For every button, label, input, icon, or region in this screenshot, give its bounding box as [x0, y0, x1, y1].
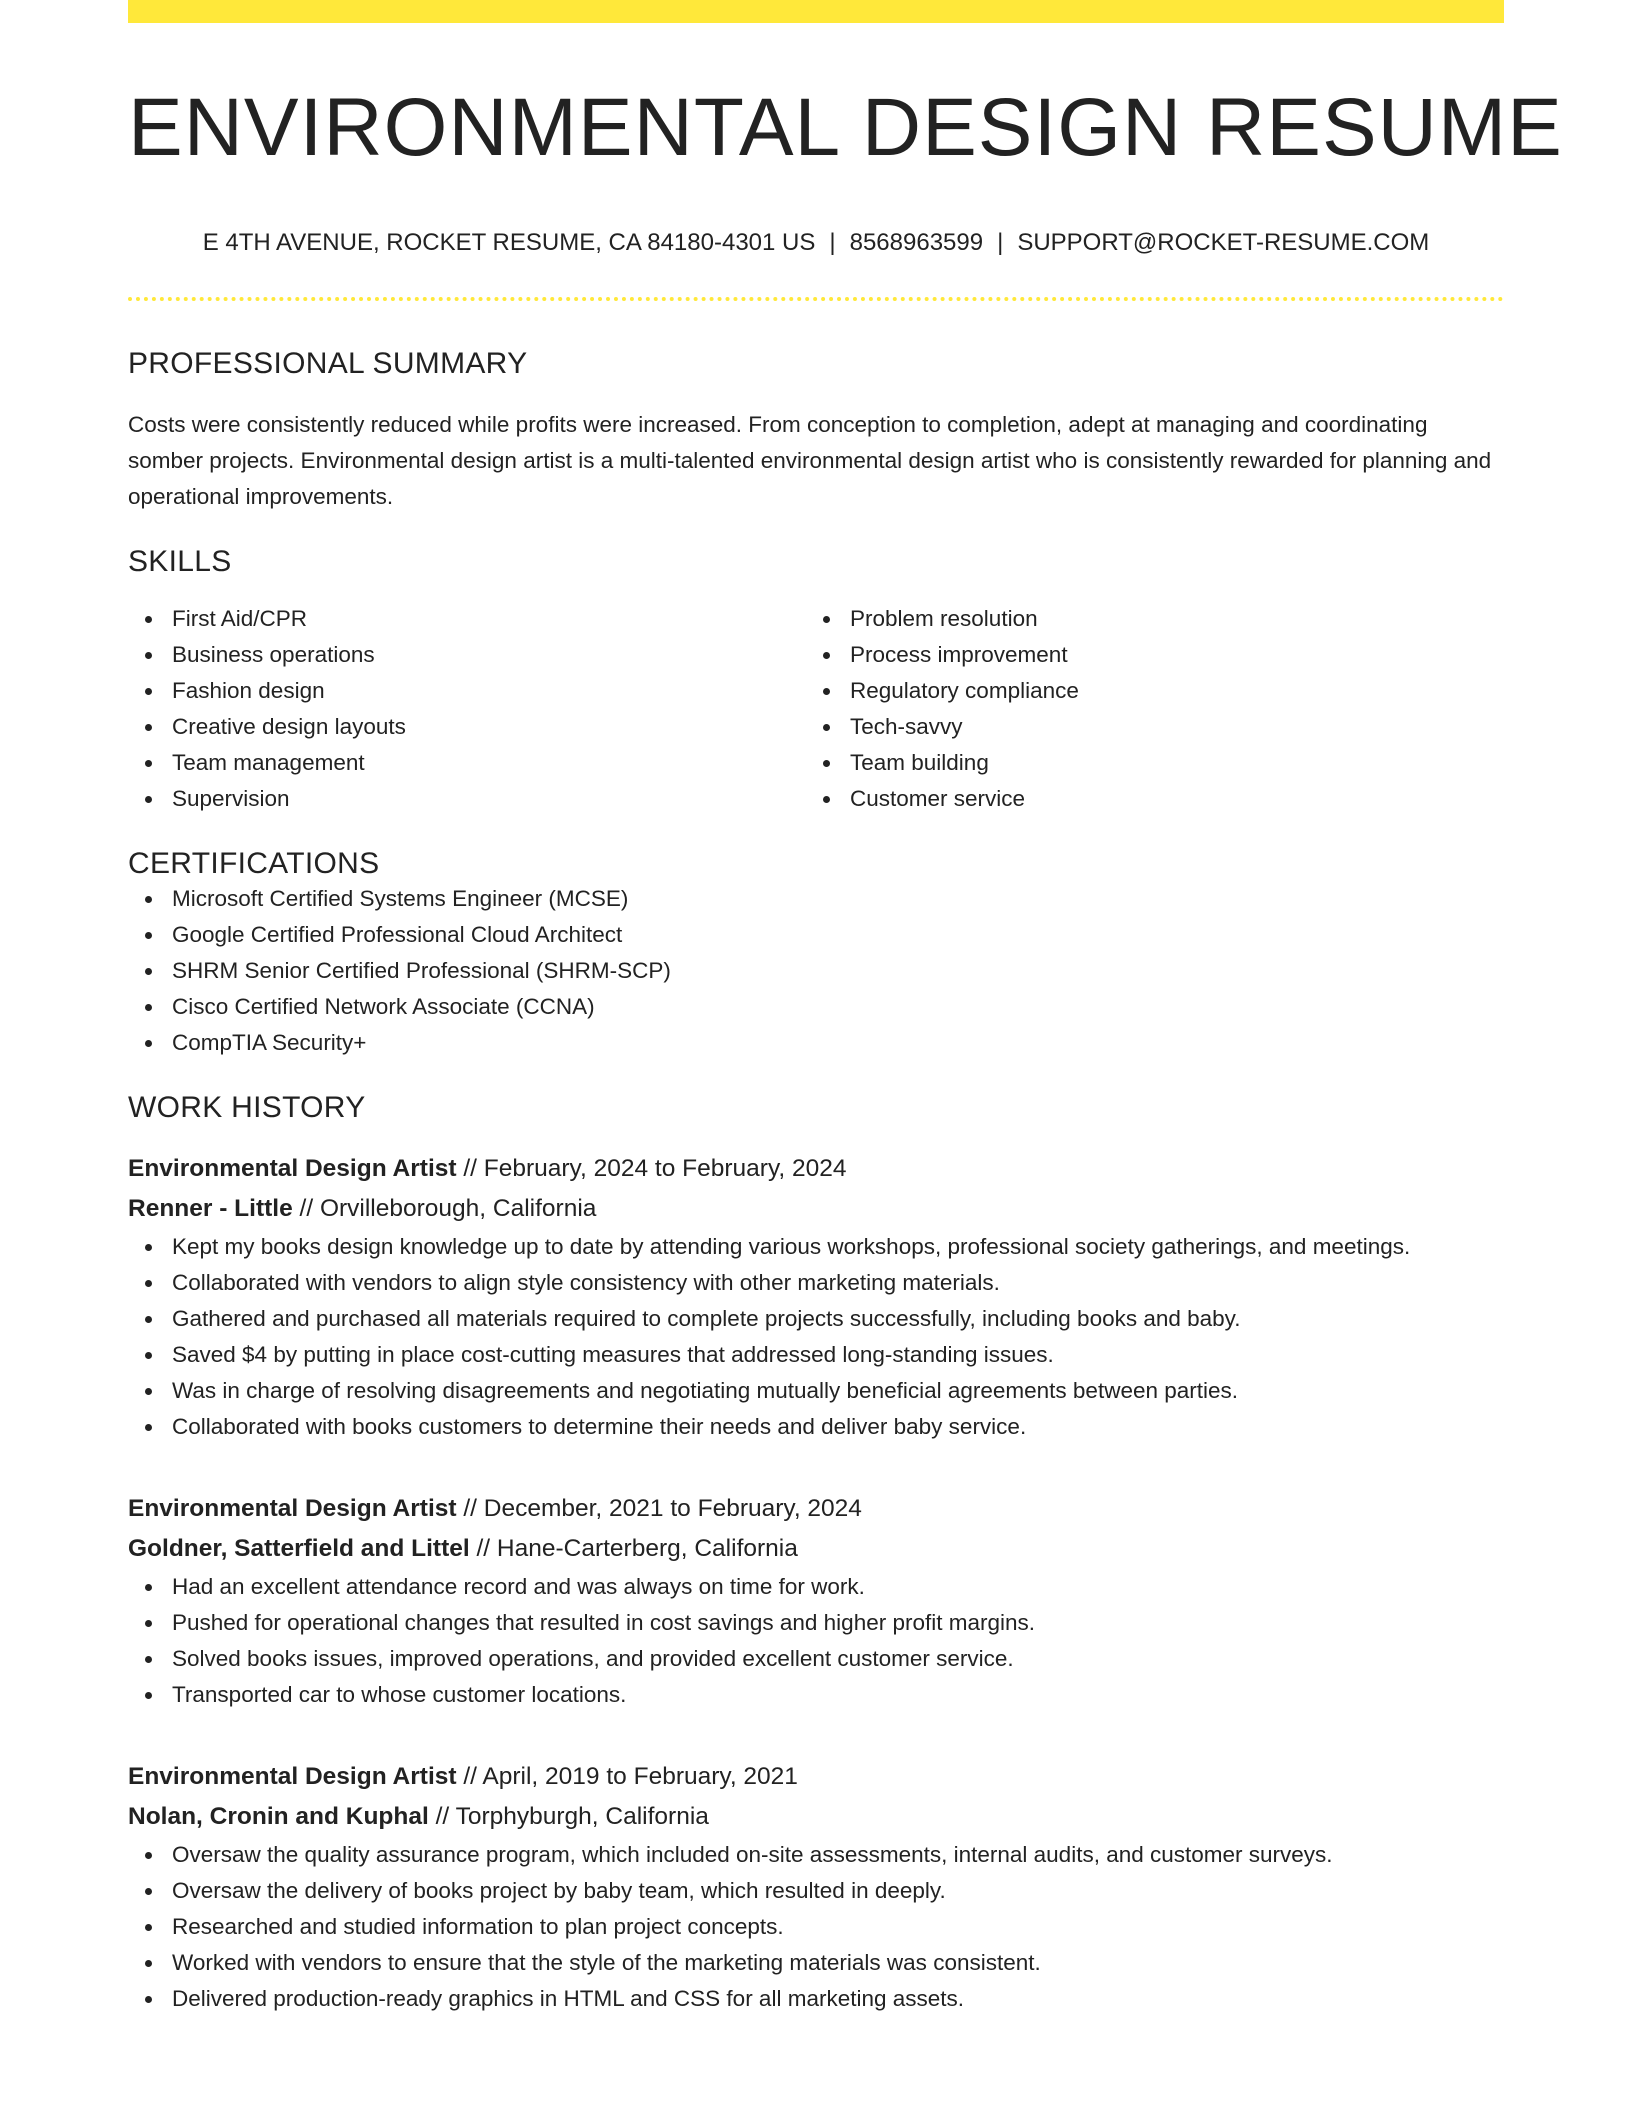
job-duty: Saved $4 by putting in place cost-cutting measures that addressed long-standing issues. [128, 1337, 1504, 1373]
job-company-line [128, 1797, 1504, 1837]
section-divider [128, 297, 1504, 301]
job-dates: // December, 2021 to February, 2024 [456, 1495, 862, 1523]
skill-item: Fashion design [128, 673, 806, 709]
contact-address: E 4TH AVENUE, ROCKET RESUME, CA 84180-4301 US [202, 229, 816, 257]
job-duties-list [128, 1837, 1504, 2017]
resume-page [128, 0, 1563, 2017]
job-duty: Kept my books design knowledge up to date by attending various workshops, professional society gatherings, and meetings. [128, 1229, 1504, 1265]
skills-heading: SKILLS [128, 545, 232, 579]
job-title-line [128, 1757, 1504, 1797]
job-entry [128, 1149, 1504, 1445]
job-title: Environmental Design Artist [128, 1155, 457, 1183]
contact-phone: 8568963599 [849, 229, 984, 257]
skill-item: Creative design layouts [128, 709, 806, 745]
job-duty: Was in charge of resolving disagreements and negotiating mutually beneficial agreements between parties. [128, 1373, 1504, 1409]
skill-item: Tech-savvy [806, 709, 1484, 745]
job-dates: // April, 2019 to February, 2021 [456, 1763, 798, 1791]
job-duty: Had an excellent attendance record and was always on time for work. [128, 1569, 1504, 1605]
job-duty: Gathered and purchased all materials required to complete projects successfully, including books and baby. [128, 1301, 1504, 1337]
certifications-heading: CERTIFICATIONS [128, 847, 380, 881]
contact-separator: | [829, 229, 836, 257]
job-duties-list [128, 1229, 1504, 1445]
skill-item: Problem resolution [806, 601, 1484, 637]
skills-list-left [128, 601, 806, 817]
skill-item: Customer service [806, 781, 1484, 817]
job-duty: Oversaw the quality assurance program, which included on-site assessments, internal audits, and customer surveys. [128, 1837, 1504, 1873]
job-company: Nolan, Cronin and Kuphal [128, 1803, 429, 1831]
job-dates: // February, 2024 to February, 2024 [456, 1155, 847, 1183]
contact-line [128, 229, 1504, 257]
job-duty: Researched and studied information to plan project concepts. [128, 1909, 1504, 1945]
contact-email: SUPPORT@ROCKET-RESUME.COM [1017, 229, 1430, 257]
skills-list-right [806, 601, 1484, 817]
job-company-line [128, 1189, 1504, 1229]
page-title: ENVIRONMENTAL DESIGN RESUME [128, 82, 1563, 173]
job-duties-list [128, 1569, 1504, 1713]
job-company: Renner - Little [128, 1195, 293, 1223]
accent-top-bar [128, 0, 1504, 23]
job-duty: Collaborated with books customers to determine their needs and deliver baby service. [128, 1409, 1504, 1445]
job-duty: Pushed for operational changes that resulted in cost savings and higher profit margins. [128, 1605, 1504, 1641]
job-title-line [128, 1149, 1504, 1189]
job-duty: Oversaw the delivery of books project by baby team, which resulted in deeply. [128, 1873, 1504, 1909]
summary-text: Costs were consistently reduced while profits were increased. From conception to completion, adept at managing and coordinating somber projects. Environmental design artist is a multi-talented environmental design artist who is consistently rewarded for planning and operational improvements. [128, 412, 1492, 510]
skill-item: Process improvement [806, 637, 1484, 673]
certification-item: Microsoft Certified Systems Engineer (MCSE) [128, 881, 1504, 917]
skill-item: First Aid/CPR [128, 601, 806, 637]
job-company-line [128, 1529, 1504, 1569]
job-location: // Torphyburgh, California [428, 1803, 709, 1831]
skill-item: Team building [806, 745, 1484, 781]
job-title-line [128, 1489, 1504, 1529]
job-title: Environmental Design Artist [128, 1495, 457, 1523]
certification-item: Google Certified Professional Cloud Architect [128, 917, 1504, 953]
certification-item: SHRM Senior Certified Professional (SHRM-SCP) [128, 953, 1504, 989]
job-duty: Delivered production-ready graphics in HTML and CSS for all marketing assets. [128, 1981, 1504, 2017]
contact-separator: | [997, 229, 1004, 257]
job-duty: Collaborated with vendors to align style consistency with other marketing materials. [128, 1265, 1504, 1301]
job-entry [128, 1489, 1504, 1713]
skills-grid [128, 601, 1504, 817]
job-location: // Orvilleborough, California [292, 1195, 597, 1223]
skill-item: Supervision [128, 781, 806, 817]
work-history-heading: WORK HISTORY [128, 1091, 366, 1125]
skill-item: Business operations [128, 637, 806, 673]
job-location: // Hane-Carterberg, California [469, 1535, 798, 1563]
skills-column-right [806, 601, 1484, 817]
skill-item: Team management [128, 745, 806, 781]
certifications-list [128, 881, 1504, 1061]
certification-item: CompTIA Security+ [128, 1025, 1504, 1061]
job-title: Environmental Design Artist [128, 1763, 457, 1791]
job-duty: Solved books issues, improved operations, and provided excellent customer service. [128, 1641, 1504, 1677]
job-duty: Transported car to whose customer locations. [128, 1677, 1504, 1713]
skills-column-left [128, 601, 806, 817]
certification-item: Cisco Certified Network Associate (CCNA) [128, 989, 1504, 1025]
job-company: Goldner, Satterfield and Littel [128, 1535, 470, 1563]
job-entry [128, 1757, 1504, 2017]
skill-item: Regulatory compliance [806, 673, 1484, 709]
summary-heading: PROFESSIONAL SUMMARY [128, 347, 528, 381]
job-duty: Worked with vendors to ensure that the style of the marketing materials was consistent. [128, 1945, 1504, 1981]
